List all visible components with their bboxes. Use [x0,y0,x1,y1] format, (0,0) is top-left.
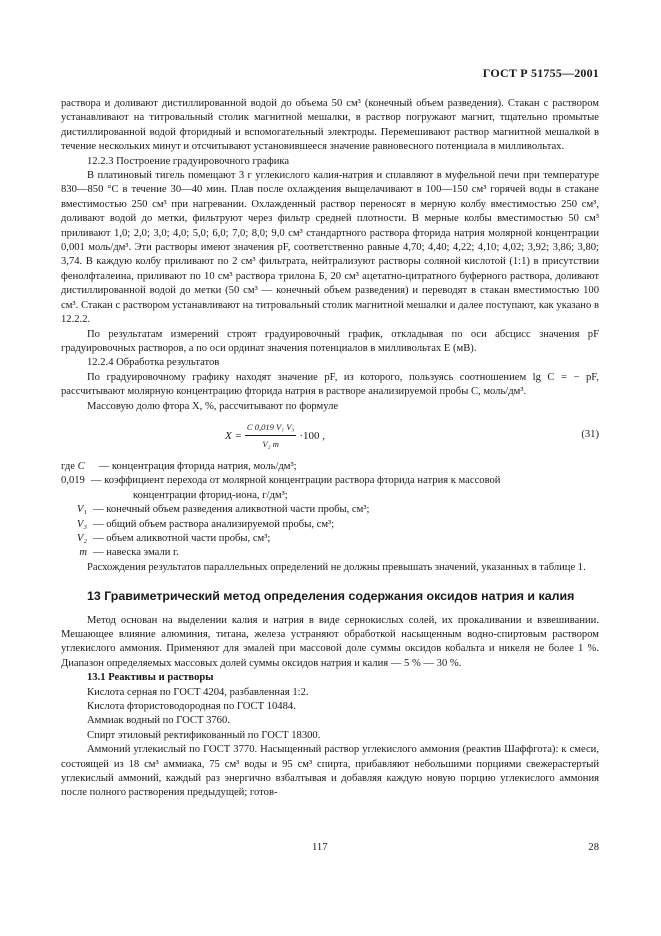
reagent-item: Кислота серная по ГОСТ 4204, разбавленная 1:2. [87,686,309,698]
paragraph: По градуировочному графику находят значение pF, из которого, пользуясь соотношением lg C = − pF, рассчитывают молярную концентрацию фторида натрия в растворе анализируемой пробы C, моль/дм³. [61,371,599,398]
where-item [61,532,599,546]
where-text: — навеска эмали г. [93,547,179,559]
standard-code-header: ГОСТ Р 51755—2001 [482,66,599,80]
paragraph: раствора и доливают дистиллированной водой до объема 50 см³ (конечный объем разведения). Стакан с раствором устанавливают на титровальный столик магнитной мешалки, в раствор погружают магнит, тщательно промытые дистиллированной водой фторидный и вспомогательный электроды. Перемешивают раствор магнитной мешалкой в течение нескольких минут и отсчитывают установившееся значение равновесного потенциала в милливольтах. [61,98,599,153]
paragraph: По результатам измерений строят градуировочный график, откладывая по оси абсцисс значения pF градуировочных растворов, а по оси ординат значения потенциалов в милливольтах E (мВ). [61,328,599,354]
formula-fraction [245,420,296,452]
where-text: — общий объем раствора анализируемой пробы, см³; [93,518,335,530]
page-body [61,97,599,801]
paragraph: В платиновый тигель помещают 3 г углекислого калия-натрия и сплавляют в муфельной печи при температуре 830—850 °С в течение 30—40 мин. Плав после охлаждения выщелачивают в 100—150 см³ горячей воды в стакане вместимостью 250 см³ при нагревании. Охлажденный раствор переносят в мерную колбу вместимостью 250 см³, доливают водой до метки, фильтруют через фильтр средней плотности. В мерные колбы вместимостью 50 см³ приливают 1,0; 2,0; 3,0; 4,0; 5,0; 6,0; 7,0; 8,0; 9,0 см³ стандартного раствора фторида натрия молярной концентрации 0,001 моль/дм³. Эти растворы имеют значения pF, соответственно равные 4,70; 4,40; 4,22; 4,10; 4,02; 3,92; 3,86; 3,80; 3,74. В каждую колбу приливают по 2 см³ фильтрата, нейтрализуют растворы соляной кислотой (1:1) в присутствии фенолфталеина, приливают по 10 см³ раствора трилона Б, 20 см³ ацетатно-цитратного буферного раствора, доливают дистиллированной водой до метки (50 см³ — конечный объем разведения) и переводят в стакан вместимостью 100 см³. Стакан с раствором устанавливают на титровальный столик магнитной мешалки и далее поступают, как указано в 12.2.2. [61,170,599,326]
where-item [61,546,599,560]
subsection-heading-12-2-3: 12.2.3 Построение градуировочного графика [87,155,290,167]
where-symbol: V₃ [76,518,87,530]
formula-31 [61,418,599,458]
where-text: — коэффициент перехода от молярной концентрации раствора фторида натрия к массовой [90,475,501,487]
paragraph: Расхождения результатов параллельных определений не должны превышать значений, указанных в таблице 1. [87,561,586,573]
reagent-item: Спирт этиловый ректификованный по ГОСТ 18300. [87,729,321,741]
equation-number: (31) [581,428,599,440]
paragraph: Метод основан на выделении калия и натрия в виде сернокислых солей, их прокаливании и взвешивании. Мешающее влияние алюминия, титана, железа устраняют обработкой насыщенным водно-спиртовым раствором углекислого аммония. Применяют для эмалей при массовой доле суммы оксидов кобальта и никеля не более 1 %. Диапазон определяемых массовых долей суммы оксидов натрия и калия — 5 % — 30 %. [61,614,599,669]
where-symbol: V₂ [76,532,87,544]
formula-numerator: C 0,019 V₁ V₃ [245,420,296,436]
formula-denominator: V₂ m [262,439,279,450]
where-text: — объем аликвотной части пробы, см³; [93,532,271,544]
where-item [61,474,599,488]
formula-lhs: X = [225,429,242,442]
paragraph: Массовую долю фтора X, %, рассчитывают по формуле [87,400,339,412]
where-symbol: V₁ [76,504,87,516]
where-item [61,518,599,532]
page-number-center: 117 [312,842,328,853]
reagent-item: Аммиак водный по ГОСТ 3760. [87,715,230,727]
subsection-heading-12-2-4: 12.2.4 Обработка результатов [87,357,220,369]
section-heading-13: 13 Гравиметрический метод определения содержания оксидов натрия и калия [87,589,575,604]
where-text: — конечный объем разведения аликвотной части пробы, см³; [93,504,370,516]
reagent-item: Кислота фтористоводородная по ГОСТ 10484. [87,701,296,713]
formula-expression [225,420,325,452]
where-symbol: m [79,547,87,559]
formula-multiplier: ·100 , [299,429,326,442]
where-item [61,503,599,517]
subsection-heading-13-1: 13.1 Реактивы и растворы [87,672,214,684]
paragraph: Аммоний углекислый по ГОСТ 3770. Насыщенный раствор углекислого аммония (реактив Шаффгота): к смеси, состоящей из 18 см³ аммиака, 75 см³ воды и 95 см³ спирта, прибавляют небольшими порциями свежерастертый углекислый аммоний, каждый раз энергично взбалтывая и добавляя каждую новую порцию углекислого аммония после полного растворения предыдущей; готов- [61,744,599,799]
page-number-right: 28 [588,842,599,853]
where-symbol: 0,019 [61,475,85,487]
where-text-continuation: концентрации фторид-иона, г/дм³; [133,489,288,501]
where-text: — концентрация фторида натрия, моль/дм³; [98,460,297,472]
where-item [61,460,599,474]
where-intro: где C [61,460,85,472]
